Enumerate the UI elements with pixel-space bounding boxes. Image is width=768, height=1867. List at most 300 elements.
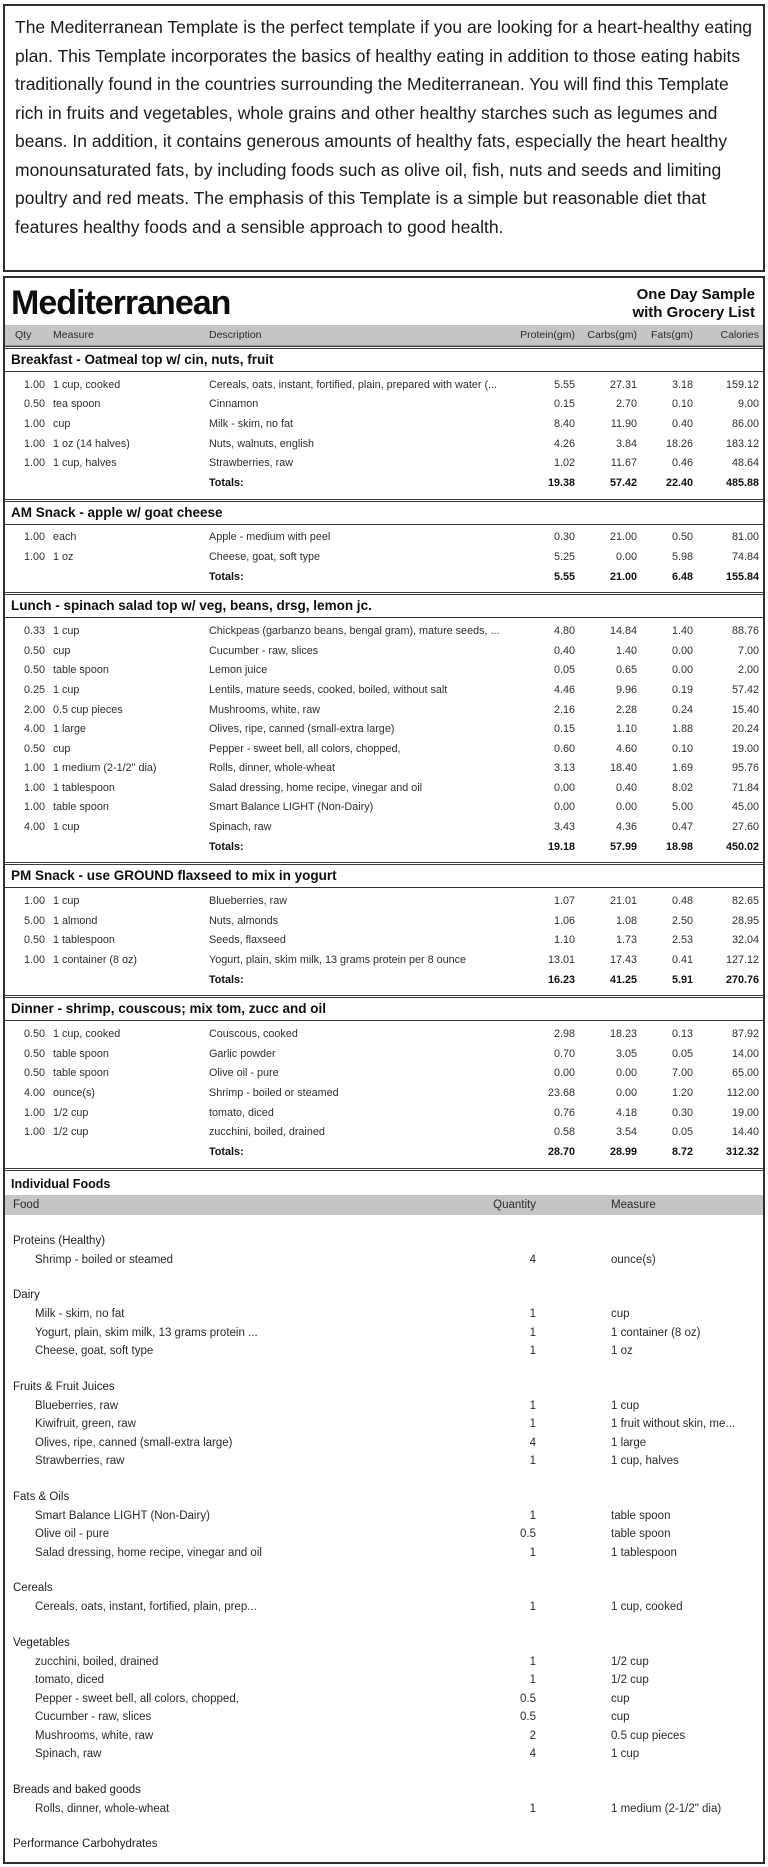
- item-measure: 1/2 cup: [611, 1655, 649, 1668]
- intro-box: [3, 4, 765, 272]
- item-food: Cereals, oats, instant, fortified, plain, prep...: [35, 1601, 257, 1614]
- list-item: [5, 1544, 763, 1563]
- table-row: [11, 739, 759, 759]
- cell-qty: 1.00: [23, 1106, 45, 1119]
- meal-section-title: AM Snack - apple w/ goat cheese: [5, 502, 763, 525]
- item-quantity: 4: [529, 1436, 536, 1449]
- cell-qty: 0.50: [23, 644, 45, 657]
- cell-measure: 1 cup: [53, 821, 80, 834]
- cell-carbs: 1.08: [615, 914, 637, 927]
- cell-fats: 0.19: [671, 683, 693, 696]
- cell-fats: 0.10: [671, 398, 693, 411]
- cell-carbs: 21.01: [609, 895, 637, 908]
- cell-measure: 1/2 cup: [53, 1126, 89, 1139]
- cell-carbs: 27.31: [609, 378, 637, 391]
- cell-qty: 0.50: [23, 742, 45, 755]
- cell-qty: 1.00: [23, 895, 45, 908]
- cell-carbs: 18.40: [609, 762, 637, 775]
- table-row: [11, 1122, 759, 1142]
- cell-calories: 74.84: [731, 550, 759, 563]
- cell-qty: 1.00: [23, 437, 45, 450]
- totals-label: Totals:: [209, 1145, 244, 1158]
- col-qty: Qty: [15, 329, 32, 341]
- item-measure: 1 medium (2-1/2" dia): [611, 1802, 722, 1815]
- table-row: [11, 453, 759, 473]
- col-food: Food: [13, 1198, 40, 1211]
- cell-calories: 2.00: [737, 664, 759, 677]
- cell-fats: 0.48: [671, 895, 693, 908]
- totals-calories: 270.76: [725, 973, 759, 986]
- cell-carbs: 0.00: [615, 1087, 637, 1100]
- cell-description: Cucumber - raw, slices: [209, 644, 319, 657]
- cell-measure: table spoon: [53, 1047, 109, 1060]
- list-item: [5, 1415, 763, 1434]
- cell-qty: 5.00: [23, 914, 45, 927]
- cell-carbs: 14.84: [609, 625, 637, 638]
- cell-qty: 0.50: [23, 934, 45, 947]
- item-food: Olive oil - pure: [35, 1528, 110, 1541]
- item-quantity: 1: [529, 1655, 536, 1668]
- table-row: [11, 434, 759, 454]
- cell-measure: 1 large: [53, 723, 87, 736]
- cell-fats: 0.41: [671, 954, 693, 967]
- page-subtitle: [632, 283, 755, 322]
- food-group: [5, 1488, 763, 1563]
- totals-carbs: 57.42: [609, 476, 637, 489]
- item-quantity: 1: [529, 1802, 536, 1815]
- cell-fats: 0.24: [671, 703, 693, 716]
- list-item: [5, 1397, 763, 1416]
- item-food: Blueberries, raw: [35, 1399, 119, 1412]
- cell-fats: 0.00: [671, 664, 693, 677]
- cell-measure: 1 medium (2-1/2" dia): [53, 762, 157, 775]
- cell-protein: 5.25: [553, 550, 575, 563]
- cell-measure: 0.5 cup pieces: [53, 703, 123, 716]
- cell-calories: 65.00: [731, 1067, 759, 1080]
- cell-measure: cup: [53, 644, 71, 657]
- totals-calories: 450.02: [725, 840, 759, 853]
- item-measure: 1 cup: [611, 1748, 640, 1761]
- cell-protein: 2.16: [553, 703, 575, 716]
- cell-measure: ounce(s): [53, 1087, 96, 1100]
- cell-measure: 1 cup: [53, 895, 80, 908]
- list-item: [5, 1690, 763, 1709]
- cell-calories: 19.00: [731, 1106, 759, 1119]
- totals-protein: 5.55: [553, 570, 575, 583]
- cell-qty: 1.00: [23, 550, 45, 563]
- cell-measure: 1 oz: [53, 550, 74, 563]
- cell-description: Blueberries, raw: [209, 895, 288, 908]
- cell-calories: 9.00: [737, 398, 759, 411]
- item-quantity: 1: [529, 1509, 536, 1522]
- cell-carbs: 3.84: [615, 437, 637, 450]
- list-item: [5, 1305, 763, 1324]
- list-item: [5, 1525, 763, 1544]
- item-food: Yogurt, plain, skim milk, 13 grams protein ...: [35, 1326, 258, 1339]
- cell-carbs: 4.18: [615, 1106, 637, 1119]
- cell-protein: 0.70: [553, 1047, 575, 1060]
- table-row: [11, 817, 759, 837]
- item-quantity: 1: [529, 1308, 536, 1321]
- cell-protein: 3.13: [553, 762, 575, 775]
- cell-description: zucchini, boiled, drained: [209, 1126, 325, 1139]
- meal-section-title: PM Snack - use GROUND flaxseed to mix in yogurt: [5, 865, 763, 888]
- cell-description: Mushrooms, white, raw: [209, 703, 321, 716]
- item-quantity: 2: [529, 1729, 536, 1742]
- table-row: [11, 395, 759, 415]
- cell-description: Milk - skim, no fat: [209, 417, 293, 430]
- cell-protein: 13.01: [547, 954, 575, 967]
- cell-fats: 0.46: [671, 457, 693, 470]
- item-quantity: 4: [529, 1253, 536, 1266]
- item-food: Mushrooms, white, raw: [35, 1729, 154, 1742]
- individual-foods-title: Individual Foods: [11, 1176, 111, 1191]
- table-row: [11, 1044, 759, 1064]
- food-group-name: Breads and baked goods: [13, 1783, 141, 1796]
- food-group: [5, 1781, 763, 1819]
- cell-qty: 0.33: [23, 625, 45, 638]
- cell-carbs: 0.00: [615, 1067, 637, 1080]
- cell-fats: 0.47: [671, 821, 693, 834]
- cell-carbs: 0.00: [615, 550, 637, 563]
- cell-fats: 0.05: [671, 1047, 693, 1060]
- cell-description: Nuts, almonds: [209, 914, 279, 927]
- cell-carbs: 0.00: [615, 801, 637, 814]
- food-group-name: Cereals: [13, 1582, 53, 1595]
- cell-fats: 1.69: [671, 762, 693, 775]
- cell-description: Spinach, raw: [209, 821, 272, 834]
- subtitle-line-1: One Day Sample: [636, 286, 755, 303]
- totals-fats: 5.91: [671, 973, 693, 986]
- totals-row: [11, 1142, 759, 1162]
- item-food: Cheese, goat, soft type: [35, 1345, 154, 1358]
- totals-row: [11, 837, 759, 857]
- cell-description: Yogurt, plain, skim milk, 13 grams protein per 8 ounce: [209, 954, 467, 967]
- cell-carbs: 1.10: [615, 723, 637, 736]
- cell-qty: 0.50: [23, 1047, 45, 1060]
- item-food: Smart Balance LIGHT (Non-Dairy): [35, 1509, 210, 1522]
- food-group: [5, 1634, 763, 1764]
- totals-fats: 8.72: [671, 1145, 693, 1158]
- totals-protein: 19.18: [547, 840, 575, 853]
- cell-fats: 0.05: [671, 1126, 693, 1139]
- cell-description: Garlic powder: [209, 1047, 276, 1060]
- list-item: [5, 1745, 763, 1764]
- col-protein: Protein(gm): [520, 329, 575, 341]
- cell-fats: 5.98: [671, 550, 693, 563]
- table-row: [11, 1064, 759, 1084]
- table-row: [11, 661, 759, 681]
- item-quantity: 1: [529, 1399, 536, 1412]
- item-quantity: 0.5: [520, 1692, 536, 1705]
- totals-calories: 485.88: [725, 476, 759, 489]
- cell-description: Couscous, cooked: [209, 1028, 298, 1041]
- item-food: Strawberries, raw: [35, 1455, 125, 1468]
- item-food: Cucumber - raw, slices: [35, 1711, 152, 1724]
- cell-protein: 5.55: [553, 378, 575, 391]
- table-row: [11, 759, 759, 779]
- cell-fats: 2.50: [671, 914, 693, 927]
- col-carbs: Carbs(gm): [587, 329, 637, 341]
- cell-fats: 18.26: [665, 437, 693, 450]
- totals-fats: 18.98: [665, 840, 693, 853]
- cell-calories: 87.92: [731, 1028, 759, 1041]
- list-item: [5, 1653, 763, 1672]
- cell-measure: 1 cup, cooked: [53, 1028, 121, 1041]
- food-group: [5, 1378, 763, 1471]
- table-row: [11, 1024, 759, 1044]
- cell-qty: 1.00: [23, 378, 45, 391]
- cell-protein: 23.68: [547, 1087, 575, 1100]
- cell-qty: 1.00: [23, 801, 45, 814]
- cell-protein: 0.40: [553, 644, 575, 657]
- item-measure: table spoon: [611, 1509, 671, 1522]
- list-item: [5, 1800, 763, 1819]
- list-item: [5, 1507, 763, 1526]
- cell-measure: 1 tablespoon: [53, 781, 115, 794]
- cell-protein: 3.43: [553, 821, 575, 834]
- item-quantity: 1: [529, 1418, 536, 1431]
- food-group: [5, 1286, 763, 1361]
- cell-fats: 0.50: [671, 531, 693, 544]
- cell-qty: 0.50: [23, 664, 45, 677]
- cell-calories: 82.65: [731, 895, 759, 908]
- table-row: [11, 641, 759, 661]
- table-row: [11, 891, 759, 911]
- cell-calories: 28.95: [731, 914, 759, 927]
- cell-protein: 0.15: [553, 398, 575, 411]
- cell-carbs: 0.65: [615, 664, 637, 677]
- item-measure: ounce(s): [611, 1253, 656, 1266]
- cell-qty: 4.00: [23, 1087, 45, 1100]
- cell-fats: 2.53: [671, 934, 693, 947]
- item-measure: 1 tablespoon: [611, 1546, 677, 1559]
- item-measure: 1 cup, halves: [611, 1455, 679, 1468]
- meal-rows: [5, 372, 763, 499]
- item-measure: 1 fruit without skin, me...: [611, 1418, 735, 1431]
- table-row: [11, 680, 759, 700]
- cell-qty: 1.00: [23, 457, 45, 470]
- cell-fats: 1.40: [671, 625, 693, 638]
- cell-protein: 0.58: [553, 1126, 575, 1139]
- item-food: Spinach, raw: [35, 1748, 102, 1761]
- cell-description: Shrimp - boiled or steamed: [209, 1087, 339, 1100]
- cell-protein: 4.26: [553, 437, 575, 450]
- col-if-measure: Measure: [611, 1198, 656, 1211]
- item-food: Pepper - sweet bell, all colors, chopped,: [35, 1692, 239, 1705]
- totals-row: [11, 567, 759, 587]
- list-item: [5, 1251, 763, 1270]
- meal-rows: [5, 888, 763, 995]
- item-food: Rolls, dinner, whole-wheat: [35, 1802, 170, 1815]
- cell-protein: 1.10: [553, 934, 575, 947]
- col-fats: Fats(gm): [651, 329, 693, 341]
- item-measure: 1 oz: [611, 1345, 633, 1358]
- main-header: [5, 278, 763, 325]
- cell-protein: 0.00: [553, 1067, 575, 1080]
- subtitle-line-2: with Grocery List: [632, 304, 755, 321]
- cell-description: tomato, diced: [209, 1106, 274, 1119]
- totals-carbs: 41.25: [609, 973, 637, 986]
- cell-qty: 1.00: [23, 417, 45, 430]
- col-calories: Calories: [720, 329, 759, 341]
- cell-protein: 8.40: [553, 417, 575, 430]
- meal-section-title: Dinner - shrimp, couscous; mix tom, zucc and oil: [5, 998, 763, 1021]
- cell-carbs: 9.96: [615, 683, 637, 696]
- cell-measure: each: [53, 531, 77, 544]
- food-group-name: Dairy: [13, 1289, 40, 1302]
- cell-measure: 1/2 cup: [53, 1106, 89, 1119]
- cell-carbs: 1.73: [615, 934, 637, 947]
- table-row: [11, 719, 759, 739]
- list-item: [5, 1671, 763, 1690]
- cell-protein: 0.76: [553, 1106, 575, 1119]
- totals-calories: 155.84: [725, 570, 759, 583]
- cell-measure: table spoon: [53, 664, 109, 677]
- cell-fats: 7.00: [671, 1067, 693, 1080]
- list-item: [5, 1342, 763, 1361]
- meal-table-column-header: [5, 325, 763, 346]
- cell-calories: 112.00: [726, 1087, 759, 1100]
- list-item: [5, 1708, 763, 1727]
- item-food: zucchini, boiled, drained: [35, 1655, 159, 1668]
- meal-section: [5, 346, 763, 499]
- totals-protein: 16.23: [547, 973, 575, 986]
- cell-carbs: 2.70: [615, 398, 637, 411]
- cell-measure: 1 cup: [53, 683, 80, 696]
- table-row: [11, 1103, 759, 1123]
- meal-rows: [5, 1021, 763, 1167]
- totals-fats: 6.48: [671, 570, 693, 583]
- item-measure: 1 large: [611, 1436, 647, 1449]
- cell-carbs: 21.00: [609, 531, 637, 544]
- item-quantity: 1: [529, 1546, 536, 1559]
- totals-carbs: 28.99: [609, 1145, 637, 1158]
- item-quantity: 0.5: [520, 1711, 536, 1724]
- cell-carbs: 3.05: [615, 1047, 637, 1060]
- table-row: [11, 700, 759, 720]
- cell-measure: 1 cup: [53, 625, 80, 638]
- item-measure: cup: [611, 1711, 630, 1724]
- cell-calories: 14.40: [731, 1126, 759, 1139]
- cell-description: Lentils, mature seeds, cooked, boiled, without salt: [209, 683, 448, 696]
- meal-section: [5, 995, 763, 1167]
- cell-measure: 1 tablespoon: [53, 934, 115, 947]
- list-item: [5, 1324, 763, 1343]
- cell-fats: 1.88: [671, 723, 693, 736]
- cell-measure: 1 almond: [53, 914, 98, 927]
- cell-calories: 48.64: [731, 457, 759, 470]
- list-item: [5, 1434, 763, 1453]
- meal-section: [5, 862, 763, 995]
- cell-measure: table spoon: [53, 1067, 109, 1080]
- table-row: [11, 931, 759, 951]
- item-quantity: 1: [529, 1455, 536, 1468]
- cell-description: Chickpeas (garbanzo beans, bengal gram), mature seeds, ...: [209, 625, 500, 638]
- food-group-name: Fruits & Fruit Juices: [13, 1380, 115, 1393]
- cell-fats: 5.00: [671, 801, 693, 814]
- cell-calories: 71.84: [731, 781, 759, 794]
- table-row: [11, 778, 759, 798]
- cell-description: Olive oil - pure: [209, 1067, 279, 1080]
- intro-text: The Mediterranean Template is the perfect template if you are looking for a heart-healthy eating plan. This Template incorporates the basics of healthy eating in addition to those eating habits traditionally found in the countries surrounding the Mediterranean. You will find this Template rich in fruits and vegetables, whole grains and other healthy starches such as legumes and beans. In addition, it contains generous amounts of healthy fats, especially the heart healthy monounsaturated fats, by including foods such as olive oil, fish, nuts and seeds and limiting poultry and red meats. The emphasis of this Template is a simple but reasonable diet that features healthy foods and a sensible approach to good health.: [15, 17, 753, 237]
- totals-protein: 19.38: [547, 476, 575, 489]
- cell-fats: 3.18: [671, 378, 693, 391]
- totals-label: Totals:: [209, 570, 244, 583]
- cell-calories: 27.60: [731, 821, 759, 834]
- cell-protein: 4.80: [553, 625, 575, 638]
- meal-rows: [5, 525, 763, 593]
- cell-carbs: 11.90: [610, 417, 637, 430]
- totals-fats: 22.40: [665, 476, 693, 489]
- cell-description: Rolls, dinner, whole-wheat: [209, 762, 336, 775]
- cell-protein: 0.15: [553, 723, 575, 736]
- food-group-name: Performance Carbohydrates: [13, 1838, 158, 1851]
- cell-description: Olives, ripe, canned (small-extra large): [209, 723, 395, 736]
- cell-measure: 1 cup, halves: [53, 457, 117, 470]
- table-row: [11, 375, 759, 395]
- page-title: Mediterranean: [11, 284, 231, 322]
- cell-protein: 1.07: [553, 895, 575, 908]
- cell-protein: 2.98: [553, 1028, 575, 1041]
- table-row: [11, 621, 759, 641]
- cell-measure: 1 oz (14 halves): [53, 437, 130, 450]
- totals-row: [11, 970, 759, 990]
- cell-fats: 0.40: [671, 417, 693, 430]
- item-measure: 1 container (8 oz): [611, 1326, 701, 1339]
- table-row: [11, 414, 759, 434]
- table-row: [11, 950, 759, 970]
- individual-foods-column-header: [5, 1195, 763, 1215]
- cell-calories: 183.12: [725, 437, 759, 450]
- list-item: [5, 1598, 763, 1617]
- cell-calories: 14.00: [731, 1047, 759, 1060]
- cell-fats: 1.20: [671, 1087, 693, 1100]
- item-measure: 0.5 cup pieces: [611, 1729, 686, 1742]
- cell-description: Apple - medium with peel: [209, 531, 331, 544]
- main-box: [3, 276, 765, 1864]
- cell-description: Pepper - sweet bell, all colors, chopped,: [209, 742, 401, 755]
- list-item: [5, 1452, 763, 1471]
- cell-protein: 0.00: [553, 801, 575, 814]
- col-measure: Measure: [53, 329, 94, 341]
- cell-description: Cheese, goat, soft type: [209, 550, 321, 563]
- cell-measure: cup: [53, 742, 71, 755]
- cell-description: Strawberries, raw: [209, 457, 293, 470]
- col-description: Description: [209, 329, 262, 341]
- cell-calories: 19.00: [731, 742, 759, 755]
- cell-fats: 0.13: [671, 1028, 693, 1041]
- cell-qty: 0.50: [23, 398, 45, 411]
- cell-protein: 0.30: [553, 531, 575, 544]
- cell-qty: 1.00: [23, 531, 45, 544]
- cell-qty: 1.00: [23, 781, 45, 794]
- cell-qty: 0.50: [23, 1067, 45, 1080]
- food-group: [5, 1835, 763, 1854]
- item-measure: 1 cup, cooked: [611, 1601, 683, 1614]
- cell-measure: 1 cup, cooked: [53, 378, 121, 391]
- cell-carbs: 1.40: [615, 644, 637, 657]
- cell-calories: 95.76: [731, 762, 759, 775]
- meal-section: [5, 592, 763, 862]
- item-quantity: 1: [529, 1326, 536, 1339]
- totals-carbs: 57.99: [609, 840, 637, 853]
- cell-carbs: 17.43: [609, 954, 637, 967]
- cell-calories: 45.00: [731, 801, 759, 814]
- item-food: Olives, ripe, canned (small-extra large): [35, 1436, 233, 1449]
- cell-calories: 127.12: [725, 954, 759, 967]
- cell-calories: 57.42: [731, 683, 759, 696]
